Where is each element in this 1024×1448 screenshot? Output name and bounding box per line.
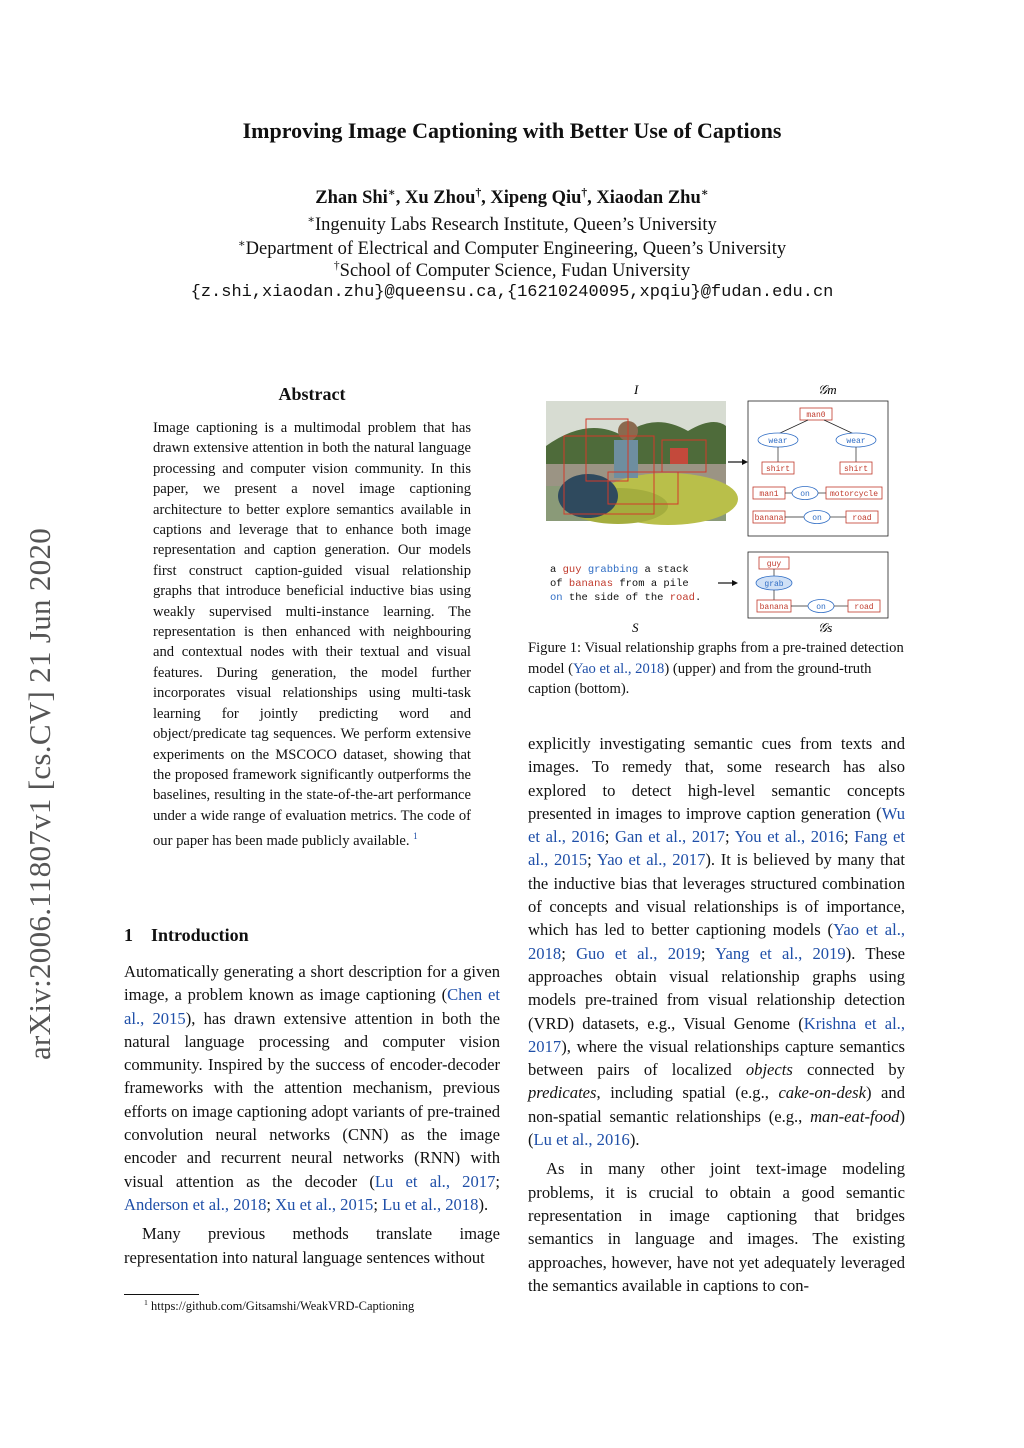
figure-label-image: I (634, 382, 639, 397)
affiliation-text: Ingenuity Labs Research Institute, Queen’s University (315, 215, 717, 236)
citation-link[interactable]: Chen et al., 2015 (124, 985, 500, 1028)
footnote-number: 1 (144, 1298, 148, 1307)
author-mark: ∗ (387, 187, 396, 199)
graph-node-object: shirt (765, 465, 791, 474)
text-run: ) ( (528, 1106, 905, 1150)
author-emails: {z.shi,xiaodan.zhu}@queensu.ca,{16210240095,xpqiu}@fudan.edu.cn (190, 283, 834, 302)
figure-sentence-line (550, 592, 701, 604)
section-heading (124, 925, 249, 946)
word-predicate: grabbing (587, 564, 639, 576)
citation-link[interactable]: Krishna et al., 2017 (528, 1013, 905, 1056)
text-run: ), where the visual relationships capture semantics between pairs of localized (528, 1036, 905, 1080)
paragraph: explicitly investigating semantic cues from texts and images. To remedy that, some research has also explored to detect high-level semantic concepts presented in images to improve caption generation (Wu et al., 2016; Gan et al., 2017; You et al., 2016; Fang et al., 2015; Yao et al., 2017). It is believed by many that the inductive bias that leverages structured combination of concepts and visual relationships is of importance, which has led to better captioning models (Yao et al., 2018; Guo et al., 2019; Yang et al., 2019). These approaches obtain visual relationship graphs using models pre-trained from visual relationship detection (VRD) datasets, e.g., Visual Genome (Krishna et al., 2017), where the visual relationships capture semantics between pairs of localized objects connected by predicates, including spatial (e.g., cake-on-desk) and non-spatial semantic relationships (e.g., man-eat-food) (Lu et al., 2016). (528, 734, 906, 1150)
author-name: Xipeng Qiu (490, 188, 582, 209)
citation-link[interactable]: Gan et al., 2017 (615, 827, 726, 847)
figure-label-gm: 𝒢m (818, 382, 837, 397)
word-object: road (669, 592, 695, 604)
text-run: ). These approaches obtain visual relationship graphs using models pre-trained from visual relationship detection (VRD) datasets, e.g., Visual Genome ( (528, 943, 905, 1033)
intro-left-column (124, 960, 500, 1269)
graph-node-object: road (854, 603, 874, 612)
text-run: connected by (792, 1060, 906, 1080)
abstract-body (153, 418, 471, 851)
affiliation-text: School of Computer Science, Fudan University (339, 261, 691, 282)
photo-illustration (546, 401, 738, 525)
italic-term: cake-on-desk (778, 1083, 866, 1103)
figure-label-sentence: S (632, 620, 639, 635)
text-run: Automatically generating a short description for a given image, a problem known as image captioning ( (124, 962, 500, 1005)
graph-node-predicate: on (812, 514, 822, 523)
figure-1 (528, 376, 908, 638)
author-name: Xu Zhou (404, 188, 476, 209)
arxiv-identifier: arXiv:2006.11807v1 [cs.CV] 21 Jun 2020 (22, 527, 57, 1060)
author-name: Xiaodan Zhu (596, 188, 701, 209)
footnote-mark-link[interactable]: 1 (413, 831, 418, 842)
footnote (144, 1298, 414, 1314)
citation-link[interactable]: Xu et al., 2015 (275, 1194, 374, 1214)
author-mark: † (581, 187, 588, 199)
italic-term: man-eat-food (810, 1106, 900, 1126)
text-run: ). It is believed by many that the inductive bias that leverages structured combination of concepts and visual relationships is of importance, which has led to better captioning models ( (528, 850, 905, 940)
graph-node-predicate: grab (764, 580, 784, 589)
figure-label-gs: 𝒢s (818, 620, 833, 635)
graph-node-object: banana (754, 514, 784, 523)
graph-node-object: road (852, 514, 872, 523)
graph-node-predicate: on (816, 603, 826, 612)
graph-node-object: guy (766, 560, 782, 569)
text-run: ), has drawn extensive attention in both the natural language processing and computer vision community. Inspired by the success of encoder-decoder frameworks with the attention mechanism, previous efforts on image captioning adopt variants of pre-trained convolution neural networks (CNN) as the image encoder and recurrent neural networks (RNN) with visual attention as the decoder ( (124, 1008, 500, 1191)
text-run: ). (629, 1130, 640, 1150)
word: . (694, 592, 702, 604)
word-object: bananas (568, 578, 614, 590)
affiliation-text: Department of Electrical and Computer Engineering, Queen’s University (245, 239, 787, 260)
footnote-rule (124, 1294, 199, 1295)
citation-link[interactable]: Yao et al., 2018 (573, 660, 665, 677)
author-mark: † (475, 187, 482, 199)
graph-node-predicate: on (800, 490, 810, 499)
citation-link[interactable]: Fang et al., 2015 (528, 827, 906, 870)
word: a (550, 564, 563, 576)
text-run: ). (478, 1194, 489, 1214)
word: a stack (638, 564, 689, 576)
affiliation-mark: † (333, 260, 340, 272)
citation-link[interactable]: Guo et al., 2019 (576, 943, 701, 963)
abstract-text: Image captioning is a multimodal problem that has drawn extensive attention in both the natural language processing and computer vision community. In this paper, we present a novel image captioning architecture to better explore semantics available in captions and leverage that to enhance both image representation and caption generation. Our models first construct caption-guided visual relationship graphs that introduce beneficial inductive bias using weakly supervised multi-instance learning. The representation is then enhanced with neighbouring and contextual nodes with their textual and visual features. During generation, the model further incorporates visual relationships using multi-task learning for jointly predicting word and object/predicate tag sequences. We perform extensive experiments on the MSCOCO dataset, showing that the proposed framework significantly outperforms the baselines, resulting in the state-of-the-art performance under a wide range of evaluation metrics. The code of our paper has been made publicly available. (153, 420, 471, 849)
citation-link[interactable]: Yang et al., 2019 (715, 943, 846, 963)
word: of (550, 578, 569, 590)
affiliation-mark: ∗ (237, 238, 246, 250)
word: the side of the (562, 592, 670, 604)
citation-link[interactable]: You et al., 2016 (734, 827, 844, 847)
graph-node-object: motorcycle (829, 490, 879, 499)
affiliation (0, 236, 1024, 260)
graph-node-object: banana (759, 603, 789, 612)
citation-link[interactable]: Lu et al., 2017 (374, 1171, 496, 1191)
affiliation-mark: ∗ (307, 214, 316, 226)
citation-link[interactable]: Yao et al., 2018 (528, 920, 906, 963)
paragraph: As in many other joint text-image modeling problems, it is crucial to obtain a good semantic representation in image captioning that bridges semantics in language and images. The existing approaches, however, have not yet adequately leveraged the semantics available in captions to con- (528, 1159, 905, 1295)
citation-link[interactable]: Anderson et al., 2018 (124, 1194, 267, 1214)
affiliation (0, 260, 1024, 282)
paper-title: Improving Image Captioning with Better Use of Captions (242, 118, 782, 143)
footnote-url-link[interactable]: https://github.com/Gitsamshi/WeakVRD-Captioning (151, 1299, 415, 1314)
graph-node-object: man1 (759, 490, 779, 499)
graph-node-predicate: wear (768, 437, 788, 446)
section-number: 1 (124, 925, 133, 945)
intro-right-column (528, 732, 905, 1297)
figure-sentence-line (550, 564, 689, 576)
citation-link[interactable]: Wu et al., 2016 (528, 803, 905, 847)
text-run: explicitly investigating semantic cues from texts and images. To remedy that, some research has also explored to detect high-level semantic concepts presented in images to improve caption generation ( (528, 734, 905, 823)
text-run: Figure 1: Visual relationship graphs from a pre-trained detection model ( (528, 640, 904, 677)
author-name: Zhan Shi (315, 188, 388, 209)
text-run: , including spatial (e.g., (596, 1083, 779, 1103)
italic-term: objects (745, 1060, 793, 1080)
figure-sentence-line (550, 578, 689, 590)
author-mark: ∗ (700, 187, 709, 199)
citation-link[interactable]: Yao et al., 2017 (596, 850, 706, 870)
graph-node-object: man0 (806, 411, 826, 420)
paragraph: Automatically generating a short description for a given image, a problem known as image captioning (Chen et al., 2015), has drawn extensive attention in both the natural language processing and computer vision community. Inspired by the success of encoder-decoder frameworks with the attention mechanism, previous efforts on image captioning adopt variants of pre-trained convolution neural networks (CNN) as the image encoder and recurrent neural networks (RNN) with visual attention as the decoder (Lu et al., 2017; Anderson et al., 2018; Xu et al., 2015; Lu et al., 2018). (124, 962, 500, 1214)
text-run: ) (upper) and from the ground-truth caption (bottom). (528, 660, 872, 698)
word-predicate: on (550, 592, 563, 604)
figure-caption (528, 638, 905, 700)
section-title: Introduction (151, 925, 249, 945)
citation-link[interactable]: Lu et al., 2018 (382, 1194, 479, 1214)
citation-link[interactable]: Lu et al., 2016 (533, 1130, 630, 1150)
author-list: Zhan Shi∗, Xu Zhou†, Xipeng Qiu†, Xiaodan Zhu∗ (315, 187, 709, 209)
graph-node-object: shirt (843, 465, 869, 474)
word: from a pile (613, 578, 689, 590)
word-object: guy (562, 564, 582, 576)
paragraph: Many previous methods translate image representation into natural language sentences without (124, 1224, 500, 1267)
text-run: ) and non-spatial semantic relationships (e.g., (528, 1083, 905, 1126)
affiliation (0, 212, 1024, 236)
italic-term: predicates (528, 1083, 597, 1103)
abstract-heading: Abstract (278, 384, 346, 404)
graph-node-predicate: wear (846, 437, 866, 446)
